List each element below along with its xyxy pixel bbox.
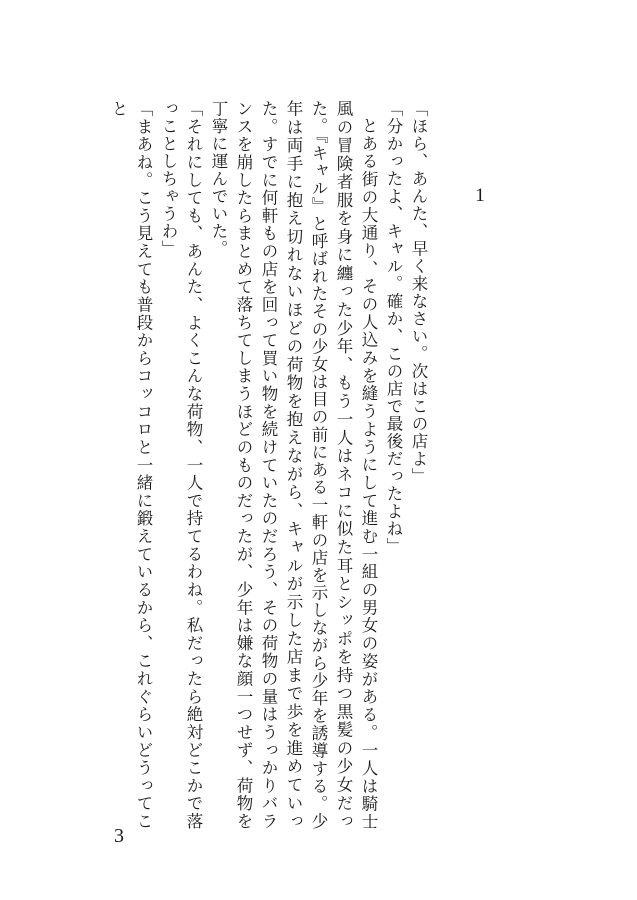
paragraph: とある街の大通り、その人込みを縫うようにして進む一組の男女の姿がある。一人は騎士風の冒険者服を身に纏った少年、もう一人はネコに似た耳とシッポを持つ黒髪の少女だった。『キャル』と呼ばれたその少女は目の前にある一軒の店を示しながら少年を誘導する。少年は両手に抱え切れないほどの荷物を抱えながら、キャルが示した店まで歩を進めていった。すでに何軒もの店を回って買い物を続けていたのだろう、その荷物の量はうっかりバランスを崩したらまとめて落ちてしまうほどのものだったが、少年は嫌な顔一つせず、荷物を丁寧に運んでいた。	[209, 100, 378, 830]
paragraph: 「ほら、あんた、早く来なさい。次はこの店よ」	[409, 100, 428, 485]
paragraph: 「それにしても、あんた、よくこんな荷物、一人で持てるわね。私だったら絶対どこかで落っことしちゃうわ」	[159, 100, 203, 830]
paragraph: 「まあね。こう見えても普段からコッコロと一緒に鍛えているから、これぐらいどうってこと	[109, 100, 153, 830]
page-number: 3	[114, 825, 124, 847]
body-text	[106, 100, 431, 830]
paragraph: 「分かったよ、キャル。確か、この店で最後だったよね」	[384, 100, 403, 555]
chapter-number: 1	[475, 185, 485, 206]
